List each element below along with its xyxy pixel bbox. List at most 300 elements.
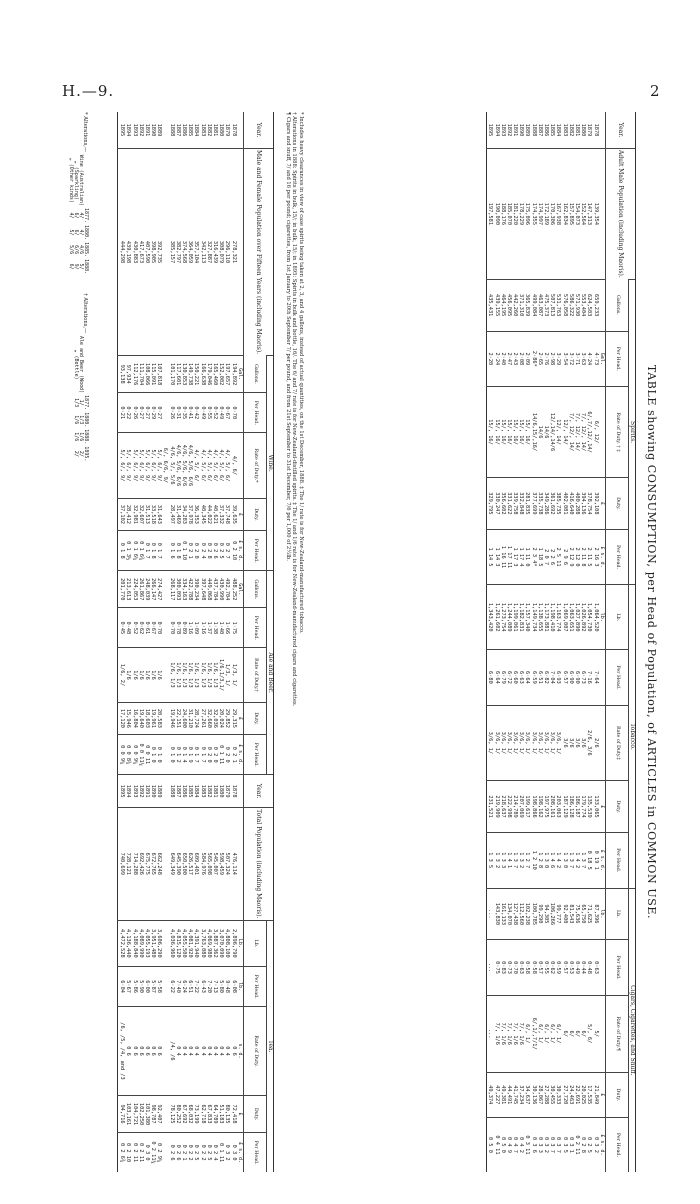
table-cell: 357,104 <box>193 149 199 356</box>
table-cell: 0 2 1 <box>187 531 193 571</box>
table-cell: 1882 <box>567 123 574 137</box>
table-cell: 382,797 <box>174 149 180 356</box>
table-cell: 51,183 <box>217 1095 223 1132</box>
table-cell: 728,121 <box>125 808 131 920</box>
table-row <box>174 112 180 1172</box>
table-cell: 0 1 6¾ <box>137 531 143 571</box>
table-cell: 178,229 <box>518 149 524 280</box>
table-cell: 1,157,340 <box>524 585 530 650</box>
table-cell: 1/6 <box>125 648 131 702</box>
table-cell: 0 1 11 <box>217 1133 223 1172</box>
table-cell: 308,079 <box>217 149 223 356</box>
table-cell: 437,784 <box>211 571 217 608</box>
table-cell: 0·57 <box>561 940 567 996</box>
table-cell: 0 5 0 <box>499 1117 505 1172</box>
table-cell: 1877. <box>83 207 89 223</box>
table-cell: 0 3 6 <box>530 1117 536 1172</box>
table-cell: 92,407 <box>156 1095 162 1132</box>
unit-cell: £ s. d. <box>236 1133 244 1172</box>
table-cell: 2 12 0 <box>573 529 579 585</box>
table-cell: 17,535 <box>586 1072 592 1117</box>
col-wine-per-head-money: Per Head. <box>244 531 267 571</box>
table-cell: 1882 <box>205 775 211 808</box>
table-cell: 1,138,655 <box>536 585 542 650</box>
table-cell: 2 5 11 <box>555 529 561 585</box>
unit-cell: Gal. <box>598 331 606 387</box>
table-cell: 187,129 <box>561 781 567 833</box>
table-cell: 4/, 5/, 6/ <box>205 433 211 498</box>
table-cell: 488,252 <box>230 571 236 608</box>
table-cell: 456,095 <box>505 279 511 331</box>
table-cell: 1,198,410 <box>549 585 555 650</box>
table-row <box>137 112 143 1172</box>
table-cell: 0·62 <box>137 608 143 648</box>
col-tobacco-rate: Rate of Duty.‡ <box>606 705 629 781</box>
table-row <box>486 112 493 1172</box>
table-cell: 175,096 <box>524 149 530 280</box>
col-ale-rate: Rate of Duty.† <box>244 648 267 702</box>
unit-cell <box>598 112 606 149</box>
table-cell: 365,839 <box>524 279 530 331</box>
wine-ale-tea-table <box>117 112 274 1172</box>
table-cell: 174,355 <box>530 149 536 280</box>
table-cell: 330,247 <box>493 478 499 530</box>
table-cell: 0 4 11 <box>493 1117 499 1172</box>
table-cell: Ale and Beer (Wood) <box>78 335 84 394</box>
table-cell: 0·22 <box>125 393 131 433</box>
table-cell: 4/, 5/, 6/ <box>193 433 199 498</box>
table-cell: 15/, 16/ <box>524 387 530 478</box>
table-cell: 154,073 <box>573 149 579 280</box>
table-cell: 30,136 <box>530 1072 536 1117</box>
table-cell: 2/6, 3/6 <box>586 705 592 781</box>
table-cell: 1884 <box>193 775 199 808</box>
col-wine-duty: Duty. <box>244 498 267 531</box>
table-cell: 224,053 <box>131 571 137 608</box>
table-cell <box>162 648 168 702</box>
table-cell: 3/6, 1/ <box>530 705 536 781</box>
table-cell: 0 4 <box>193 1007 199 1096</box>
table-cell: 101,170 <box>168 356 174 393</box>
table-cell: 201,770 <box>118 571 125 608</box>
table-cell: 0 1 8 <box>174 531 180 571</box>
table-cell: 4/6 <box>78 245 84 255</box>
table-cell: 385,157 <box>168 149 174 356</box>
col-tea-per-head: Per Head. <box>244 967 267 1007</box>
col-tea-rate: Rate of Duty. <box>244 1007 267 1096</box>
table-cell: 14/6,15/,16/ <box>530 387 536 478</box>
table-cell: 0 0 11¼ <box>137 735 143 775</box>
table-cell: 2 11 8 <box>579 529 585 585</box>
table-cell: 6·00 <box>143 967 149 1007</box>
table-cell: 0·27 <box>143 393 149 433</box>
table-cell: 281,835 <box>524 478 530 530</box>
table-cell: 6/, 12/ <box>592 387 598 478</box>
table-cell: 349,286 <box>542 478 548 530</box>
table-cell: 0·58 <box>530 940 536 996</box>
table-cell: 33,518 <box>149 498 155 531</box>
table-cell: 0 6 <box>230 1007 236 1096</box>
table-cell: 5/6 <box>68 245 74 255</box>
table-cell: 1892 <box>505 123 512 137</box>
table-cell: 5/ <box>78 263 84 270</box>
table-cell: 675,775 <box>143 808 149 920</box>
unit-cell: £ s. d. <box>236 531 244 571</box>
table-cell: 0 2 0 <box>205 735 211 775</box>
table-cell: 222,998 <box>505 781 511 833</box>
table-cell: 6/ <box>68 263 74 270</box>
table-cell: 1,027,890 <box>573 585 579 650</box>
table-cell: 0 2 10 <box>125 1133 131 1172</box>
unit-cell: lb. <box>236 967 244 1007</box>
table-cell: 165,460 <box>211 356 217 393</box>
table-cell: 9/ <box>73 263 79 270</box>
table-cell: 1,244,089 <box>505 585 511 650</box>
table1-body <box>486 112 598 1172</box>
table-cell: 1881 <box>211 775 217 808</box>
col-tobacco-duty: Duty. <box>606 781 629 833</box>
wine-alterations-note <box>68 112 88 275</box>
table-cell: 584,976 <box>199 808 205 920</box>
table-cell: 439,155 <box>493 279 499 331</box>
table-cell: 4,391,940 <box>193 920 199 967</box>
table-cell: 14/6 <box>542 387 548 478</box>
table-cell: 4,089,990 <box>137 920 143 967</box>
table-cell: 37,332 <box>217 498 223 531</box>
table-cell: 1881 <box>212 123 218 137</box>
table-cell: 4/ <box>78 229 84 236</box>
unit-cell: Gal. <box>236 356 244 393</box>
table-cell: 400,288 <box>573 478 579 530</box>
table-cell: 0 2 0 <box>224 735 230 775</box>
table-cell: 12/, 14/ <box>561 387 567 478</box>
table-row <box>131 112 137 1172</box>
table-cell: 4,188,840 <box>131 920 137 967</box>
table-cell: 4·73 <box>592 331 598 387</box>
table-cell: 0 1 7 <box>143 531 149 571</box>
table-cell: 18,603 <box>143 702 149 735</box>
table-cell: 5/, 6/ <box>586 995 592 1072</box>
table-cell: 150,221 <box>193 356 199 393</box>
table-cell: 6·22 <box>168 967 174 1007</box>
table-cell: 32,660 <box>205 702 211 735</box>
table-cell: 0·49 <box>217 393 223 433</box>
table-cell: 0 2 0 <box>193 531 199 571</box>
table-cell: 449,068 <box>205 571 211 608</box>
table-cell: 1885. <box>83 242 89 258</box>
table-cell: 1·16 <box>187 608 193 648</box>
table-cell: 1 2 8 <box>536 832 542 888</box>
table-cell: 0 1 8 <box>149 531 155 571</box>
table-cell: 5·80 <box>217 967 223 1007</box>
table-row <box>561 112 567 1172</box>
table-cell: 199,617 <box>524 781 530 833</box>
page-number: 2 <box>650 82 661 100</box>
table-cell: 1/6 <box>143 648 149 702</box>
unit-cell <box>598 995 606 1072</box>
table-cell: 0·52 <box>131 608 137 648</box>
table-cell: 3/6 <box>573 705 579 781</box>
table-cell: 3,606,290 <box>156 920 162 967</box>
table-cell: 1887 <box>174 775 180 808</box>
table-cell: 197,581 <box>486 149 493 280</box>
table-cell: 7/, 12/, 14/ <box>579 387 585 478</box>
table-cell: 15/, 16/ <box>511 387 517 478</box>
table-cell: 93,138 <box>118 356 125 393</box>
table-cell <box>162 1133 168 1172</box>
table-cell: 1,199,061 <box>511 585 517 650</box>
table-cell: 3/6 <box>567 705 573 781</box>
col-spirits-rate: Rate of Duty. † ‡ <box>606 387 629 478</box>
table-cell: 15/, 16/ <box>518 387 524 478</box>
col-year: Year. <box>606 112 636 149</box>
table-cell: 19,961 <box>149 702 155 735</box>
table-cell: 3/6, 1/ <box>536 705 542 781</box>
unit-cell <box>236 648 244 702</box>
table-cell: 1888. <box>83 429 89 445</box>
table-cell: 1/3, 1/ <box>230 648 236 702</box>
table-cell: 624,503 <box>586 279 592 331</box>
table-cell: 127,438 <box>511 888 517 940</box>
table-cell: 0·67 <box>149 608 155 648</box>
table-cell: 0 4 <box>174 1007 180 1096</box>
table-cell: 531,763 <box>555 279 561 331</box>
table-cell: 0 2 11 <box>137 1133 143 1172</box>
table-cell: 104,721 <box>131 1095 137 1132</box>
table-cell: 1894 <box>493 123 500 137</box>
group-ale: Ale and Beer. <box>267 571 274 775</box>
table-cell: 15/, 16/ <box>499 387 505 478</box>
table-cell: 0 2 0 <box>211 735 217 775</box>
col-spirits-gallons: Gallons. <box>606 279 629 331</box>
table-cell: 219,909 <box>493 781 499 833</box>
table-cell <box>162 356 168 393</box>
table-cell: 492,704 <box>224 571 230 608</box>
table-cell: 439,198 <box>125 149 131 356</box>
table-cell: 3/6, 1/ <box>542 705 548 781</box>
table-cell: 40,345 <box>199 498 205 531</box>
table-cell: 21,849 <box>592 1072 598 1117</box>
table-cell: 7/, 1/6 <box>499 995 505 1072</box>
table-cell: 81,543 <box>567 888 573 940</box>
table-cell: 645,390 <box>174 808 180 920</box>
table-cell: 30,333 <box>555 1072 561 1117</box>
table-cell: 1 3 5 <box>486 832 493 888</box>
table-cell: 5/ <box>68 229 74 236</box>
table-cell: 5/, 6/, 9/ <box>118 433 125 498</box>
table-cell: 417,673 <box>137 149 143 356</box>
table-cell: 1890 <box>149 775 155 808</box>
table-cell: 0 4 <box>180 1007 186 1096</box>
table-cell: 7/, 1/6 <box>511 995 517 1072</box>
unit-cell: £ <box>236 498 244 531</box>
table-cell: 4,036,960 <box>168 920 174 967</box>
table-cell: 1883 <box>199 775 205 808</box>
col-population: Male and Female Population over Fifteen Years (including Maoris). <box>244 149 274 356</box>
table2-body <box>118 112 236 1172</box>
table-cell: 444,298 <box>118 149 125 356</box>
table-cell: 356,602 <box>499 478 505 530</box>
table-cell: 5/, 6/, 9/ <box>149 433 155 498</box>
table-cell: 650,500 <box>180 808 186 920</box>
table-cell: 342,113 <box>199 149 205 356</box>
table-cell: 4,472,528 <box>118 920 125 967</box>
table-cell: 1 18 5 <box>536 529 542 585</box>
table-cell: 4,069,980 <box>205 920 211 967</box>
table-row <box>505 112 511 1172</box>
table-cell: 3/6, 1/ <box>499 705 505 781</box>
footnote: † Alterations in 1888: Spirits in bulk, 15/; in bulk, 15/; in 1895: Spirits in bulk and bottle, 16/. The 6/ and 7/ rate is for New-Zealand-distilled spirits. ‡ The 1/ and 1/6 rate is for New-Zealand-manufactured cigars and cigarettes. <box>291 112 298 707</box>
table-cell: 0 2 7 <box>224 531 230 571</box>
table-cell: 1887 <box>536 123 543 137</box>
table-cell: 22,151 <box>174 702 180 735</box>
table-cell: 1/6,1/3,1/ <box>217 648 223 702</box>
table-cell: 1891 <box>143 123 150 137</box>
table-cell: 0 4 <box>217 1007 223 1096</box>
table-cell: 3/6 <box>579 705 585 781</box>
table-cell: 1,273,754 <box>499 585 505 650</box>
table-cell: 1 17 11 <box>505 529 511 585</box>
table-row <box>68 154 73 275</box>
table-cell: 101,380 <box>143 1095 149 1132</box>
table-row <box>193 112 199 1172</box>
table-cell: 65,750 <box>579 888 585 940</box>
table-cell: 1882 <box>205 123 212 137</box>
table-cell: 1 4 2 <box>555 832 561 888</box>
table-cell: 62,718 <box>199 1095 205 1132</box>
table-cell: 20,583 <box>156 702 162 735</box>
table-cell: 1895 <box>119 123 126 137</box>
table-cell: 1884 <box>193 123 200 137</box>
col-tobacco-per-head: Per Head. <box>606 650 629 706</box>
table-cell: 6/, 1/ <box>555 995 561 1072</box>
table-cell: 565,098 <box>205 808 211 920</box>
table-cell: 1 3 7 <box>511 832 517 888</box>
table-cell: 231,521 <box>486 781 493 833</box>
table-cell: 331,622 <box>505 478 511 530</box>
table-cell: 1887 <box>174 123 181 137</box>
table-cell: 266,147 <box>149 571 155 608</box>
table-cell: 2·65 <box>536 331 542 387</box>
table-cell: 1878 <box>230 775 236 808</box>
table-cell: 0 1 0 <box>168 735 174 775</box>
table-cell: 1885 <box>549 123 556 137</box>
table-row <box>592 112 598 1172</box>
table-cell: 97,934 <box>125 356 131 393</box>
table-cell: 335,738 <box>536 478 542 530</box>
table-cell: 0·59 <box>555 940 561 996</box>
table-cell: 28,724 <box>193 702 199 735</box>
table-cell: 203,063 <box>555 781 561 833</box>
table-cell: 3/6, 1/ <box>549 705 555 781</box>
table-cell: 0 1 0 <box>156 735 162 775</box>
table-cell: 134,070 <box>505 888 511 940</box>
table-cell: 20,025 <box>579 1072 585 1117</box>
table-cell: 1/3 <box>78 415 84 425</box>
col-tobacco-lb: Lb. <box>606 585 629 650</box>
table-cell: 44,022 <box>205 498 211 531</box>
table-row <box>530 112 536 1172</box>
unit-cell <box>598 149 606 280</box>
table-cell <box>162 1007 168 1096</box>
table-cell: 6/ <box>73 212 79 219</box>
table-cell: 507,324 <box>224 808 230 920</box>
table-cell: 0 2 11¼ <box>149 1133 155 1172</box>
document-code: H.—9. <box>62 82 115 100</box>
table-row <box>573 112 579 1172</box>
table-cell: 1893 <box>131 123 138 137</box>
table-cell: 7/, 1/6 <box>518 995 524 1072</box>
table-cell: 37,234 <box>518 1072 524 1117</box>
table-cell: 6·08 <box>230 967 236 1007</box>
table-cell: 17,120 <box>118 702 125 735</box>
table-cell: 0·70 <box>168 608 174 648</box>
table-cell: 278,321 <box>230 149 236 356</box>
table-cell: 1·38 <box>211 608 217 648</box>
table-cell: 327,887 <box>205 149 211 356</box>
table-cell: 2 12 9 <box>567 529 573 585</box>
table-cell: 0 3 0 <box>230 1133 236 1172</box>
table-cell: 99,290 <box>536 888 542 940</box>
table-cell: 1,261,602 <box>493 585 499 650</box>
table-cell <box>162 571 168 608</box>
table-cell: 1 17 3 <box>511 529 517 585</box>
col-total-population: Total Population (including Maoris). <box>244 808 274 920</box>
table-cell: 6·51 <box>187 967 193 1007</box>
table-cell: 41,745 <box>511 1072 517 1117</box>
table-cell: 609,401 <box>193 808 199 920</box>
table-cell <box>162 735 168 775</box>
table-cell: 0 4 <box>199 1007 205 1096</box>
table-cell: 4/, 5/, 6/ <box>211 433 217 498</box>
table-cell: 4,136,440 <box>125 920 131 967</box>
table-cell: 6/, 6/6, 9/ <box>162 433 168 498</box>
table-cell: 1 2 10 <box>530 832 536 888</box>
table-cell: 1881 <box>574 123 580 137</box>
table-cell: 6·64 <box>493 650 499 706</box>
table-cell: 100,785 <box>530 888 536 940</box>
table-cell: 1894 <box>125 775 131 808</box>
table1-footnotes <box>285 112 305 1172</box>
table-row <box>205 112 211 1172</box>
table-cell: 1/6 <box>156 648 162 702</box>
table-cell: 332,848 <box>518 478 524 530</box>
table-cell: 1/6, 2/ <box>118 648 125 702</box>
table-cell: 1·09 <box>193 608 199 648</box>
table-cell: 2·98 <box>549 331 555 387</box>
col-tea-lb: Lb. <box>244 920 267 967</box>
table-cell: 6/, 1/ <box>536 995 542 1072</box>
table-row <box>518 112 524 1172</box>
table-cell: 361,692 <box>549 478 555 530</box>
table-cell: 19,946 <box>168 702 174 735</box>
table-cell <box>162 608 168 648</box>
table-cell: 0·45 <box>118 608 125 648</box>
table-cell <box>162 808 168 920</box>
table-cell: 4,808,100 <box>224 920 230 967</box>
table-cell <box>162 702 168 735</box>
table-cell: 0 3 2 <box>542 1117 548 1172</box>
table-cell: 1,149,734 <box>530 585 536 650</box>
table-cell: 0·49 <box>199 393 205 433</box>
table-cell: 0·35 <box>180 393 186 433</box>
table-title: TABLE showing CONSUMPTION, per Head of Population, of ARTICLES in COMMON USE. <box>645 364 658 920</box>
table-cell: 0 0 11 <box>143 735 149 775</box>
table-cell: 6·79 <box>499 650 505 706</box>
table-cell: 14/6 <box>536 387 542 478</box>
table-cell: 34,283 <box>180 498 186 531</box>
table-cell: 296,110 <box>224 149 230 356</box>
